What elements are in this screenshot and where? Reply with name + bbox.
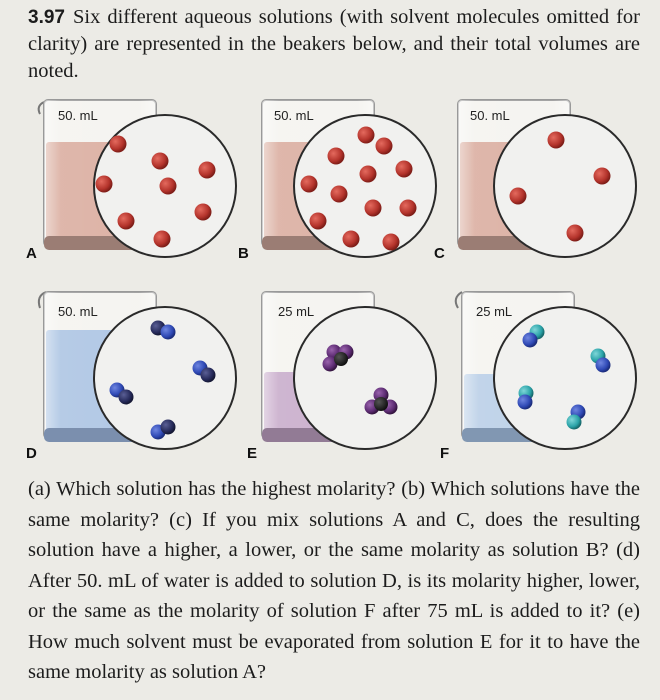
particle-b [365,200,382,217]
particle-a [195,204,212,221]
beaker-c [434,100,636,262]
particle-b [328,148,345,165]
beaker-f [440,292,636,462]
particle-c [510,188,527,205]
beaker-d [26,292,236,462]
particle-b [383,234,400,251]
beaker-e [247,292,436,462]
beaker-diagram [0,96,660,468]
particle-b [360,166,377,183]
particle-c [594,168,611,185]
particle-b [400,200,417,217]
particle-a [160,178,177,195]
beaker-label-e: E [247,445,258,462]
volume-label-a: 50. mL [58,108,98,123]
particle-b [310,213,327,230]
beaker-label-f: F [440,445,450,462]
particle-a [199,162,216,179]
particle-b [376,138,393,155]
beaker-figure [0,96,660,468]
volume-label-c: 50. mL [470,108,510,123]
particle-b [358,127,375,144]
particle-b [343,231,360,248]
beaker-label-c: C [434,245,445,262]
beaker-b [238,100,436,262]
particle-c [567,225,584,242]
particle-a [96,176,113,193]
particle-a [154,231,171,248]
beaker-label-a: A [26,245,37,262]
intro-text: Six different aqueous solutions (with solvent molecules omitted for clarity) are represented in the beakers below, and their total volumes are noted. [28,6,640,82]
particle-c [548,132,565,149]
particle-b [331,186,348,203]
problem-number: 3.97 [28,7,65,28]
particle-a [110,136,127,153]
beaker-label-b: B [238,245,249,262]
particle-b [396,161,413,178]
particle-b [301,176,318,193]
volume-label-d: 50. mL [58,304,98,319]
volume-label-f: 25 mL [476,304,513,319]
beaker-a [26,100,236,262]
particle-a [118,213,135,230]
volume-label-b: 50. mL [274,108,314,123]
beaker-label-d: D [26,445,37,462]
particle-a [152,153,169,170]
particle-view-c [494,115,636,257]
molecule-f [518,386,534,410]
problem-questions: (a) Which solution has the highest molarity? (b) Which solutions have the same molarity? (c) If you mix solutions A and C, does the resulting solution have a higher, a lower, or the same molarity as solution B? (d) After 50. mL of water is added to solution D, is its molarity higher, lower, or the same as the molarity of solution F after 75 mL is added to it? (e) How much solvent must be evaporated from solution E for it to have the same molarity as solution A? [28,478,640,683]
particle-view-f [494,307,636,449]
problem-intro [28,4,640,85]
particle-view-e [294,307,436,449]
volume-label-e: 25 mL [278,304,315,319]
